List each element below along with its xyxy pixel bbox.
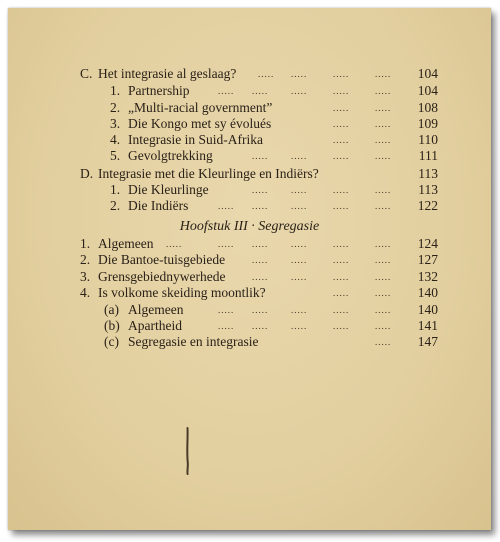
entry-number: 1. [110, 83, 121, 98]
dot-leader: ..... [333, 288, 350, 298]
toc-entry [8, 132, 491, 148]
dot-leader: ..... [375, 86, 392, 96]
entry-page: 110 [418, 132, 438, 147]
toc-entry [8, 182, 491, 198]
dot-leader: ..... [252, 239, 269, 249]
dot-leader: ..... [218, 86, 235, 96]
dot-leader: ..... [218, 201, 235, 211]
dot-leader: ..... [375, 135, 392, 145]
toc-entry [8, 83, 491, 99]
dot-leader: ..... [333, 185, 350, 195]
toc-entry [8, 116, 491, 132]
book-page [8, 8, 491, 530]
dot-leader: ..... [375, 201, 392, 211]
dot-leader: ..... [333, 86, 350, 96]
entry-page: 109 [417, 116, 438, 131]
dot-leader: ..... [291, 272, 308, 282]
dot-leader: ..... [218, 239, 235, 249]
entry-page: 113 [418, 166, 438, 181]
entry-page: 104 [417, 66, 438, 81]
entry-title: Integrasie met die Kleurlinge en Indiërs? [98, 166, 319, 181]
entry-number: 4. [110, 132, 121, 147]
entry-title: Gevolgtrekking [128, 148, 213, 163]
entry-number: 3. [80, 269, 91, 284]
dot-leader: ..... [333, 69, 350, 79]
dot-leader: ..... [375, 337, 392, 347]
chapter-heading: Hoofstuk III · Segregasie [179, 219, 320, 234]
entry-page: 140 [417, 285, 438, 300]
dot-leader: ..... [375, 288, 392, 298]
entry-title: Algemeen [128, 302, 184, 317]
dot-leader: ..... [252, 185, 269, 195]
entry-page: 111 [418, 148, 438, 163]
dot-leader: ..... [218, 321, 235, 331]
dot-leader: ..... [252, 305, 269, 315]
toc-entry [8, 269, 491, 285]
entry-title: „Multi-racial government” [128, 100, 273, 115]
entry-number: (a) [104, 302, 119, 317]
dot-leader: ..... [333, 321, 350, 331]
entry-page: 122 [417, 198, 438, 213]
toc-entry [8, 302, 491, 318]
dot-leader: ..... [291, 69, 308, 79]
dot-leader: ..... [375, 255, 392, 265]
toc-entry [8, 236, 491, 252]
dot-leader: ..... [333, 119, 350, 129]
entry-number: 5. [110, 148, 121, 163]
dot-leader: ..... [375, 151, 392, 161]
dot-leader: ..... [252, 151, 269, 161]
dot-leader: ..... [252, 321, 269, 331]
entry-number: 2. [80, 252, 91, 267]
entry-title: Integrasie in Suid-Afrika [128, 132, 263, 147]
dot-leader: ..... [252, 255, 269, 265]
dot-leader: ..... [291, 151, 308, 161]
entry-title: Apartheid [128, 318, 182, 333]
dot-leader: ..... [375, 69, 392, 79]
entry-page: 132 [417, 269, 438, 284]
dot-leader: ..... [375, 239, 392, 249]
entry-title: Het integrasie al geslaag? [98, 66, 237, 81]
entry-title: Grensgebiednywerhede [98, 269, 226, 284]
entry-number: (c) [104, 334, 119, 349]
entry-title: Segregasie en integrasie [128, 334, 259, 349]
dot-leader: ..... [375, 119, 392, 129]
entry-title: Is volkome skeiding moontlik? [98, 285, 266, 300]
toc-entry [8, 334, 491, 350]
dot-leader: ..... [333, 305, 350, 315]
entry-title: Partnership [128, 83, 190, 98]
dot-leader: ..... [375, 185, 392, 195]
dot-leader: ..... [291, 86, 308, 96]
dot-leader: ..... [252, 201, 269, 211]
entry-title: Die Kleurlinge [128, 182, 209, 197]
dot-leader: ..... [291, 201, 308, 211]
dot-leader: ..... [333, 239, 350, 249]
dot-leader: ..... [375, 305, 392, 315]
dot-leader: ..... [333, 135, 350, 145]
entry-number: 1. [110, 182, 121, 197]
dot-leader: ..... [291, 305, 308, 315]
toc-entry-section-d [8, 166, 491, 182]
dot-leader: ..... [218, 305, 235, 315]
entry-page: 141 [417, 318, 438, 333]
entry-page: 140 [417, 302, 438, 317]
entry-page: 124 [417, 236, 438, 251]
entry-title: Die Bantoe-tuisgebiede [98, 252, 226, 267]
entry-number: (b) [104, 318, 120, 333]
entry-page: 104 [417, 83, 438, 98]
entry-number: C. [80, 66, 93, 81]
entry-title: Die Indiërs [128, 198, 189, 213]
toc-entry [8, 252, 491, 268]
dot-leader: ..... [291, 255, 308, 265]
toc-entry [8, 318, 491, 334]
toc-entry [8, 100, 491, 116]
entry-number: 3. [110, 116, 121, 131]
dot-leader: ..... [166, 239, 183, 249]
dot-leader: ..... [333, 151, 350, 161]
entry-page: 108 [417, 100, 438, 115]
dot-leader: ..... [258, 69, 275, 79]
dot-leader: ..... [291, 185, 308, 195]
toc-entry [8, 148, 491, 164]
dot-leader: ..... [375, 321, 392, 331]
entry-page: 127 [417, 252, 438, 267]
dot-leader: ..... [291, 239, 308, 249]
toc-entry-section-c [8, 66, 491, 82]
entry-page: 147 [417, 334, 438, 349]
toc-entry [8, 198, 491, 214]
entry-number: 4. [80, 285, 91, 300]
dot-leader: ..... [252, 86, 269, 96]
dot-leader: ..... [333, 201, 350, 211]
dot-leader: ..... [333, 255, 350, 265]
dot-leader: ..... [375, 103, 392, 113]
entry-number: D. [80, 166, 94, 181]
dot-leader: ..... [291, 321, 308, 331]
entry-number: 2. [110, 198, 121, 213]
entry-title: Die Kongo met sy évolués [128, 116, 272, 131]
dot-leader: ..... [375, 272, 392, 282]
toc-entry [8, 285, 491, 301]
pencil-mark [185, 427, 190, 475]
entry-page: 113 [418, 182, 438, 197]
dot-leader: ..... [333, 103, 350, 113]
entry-number: 2. [110, 100, 121, 115]
dot-leader: ..... [333, 272, 350, 282]
entry-number: 1. [80, 236, 91, 251]
dot-leader: ..... [252, 272, 269, 282]
entry-title: Algemeen [98, 236, 154, 251]
